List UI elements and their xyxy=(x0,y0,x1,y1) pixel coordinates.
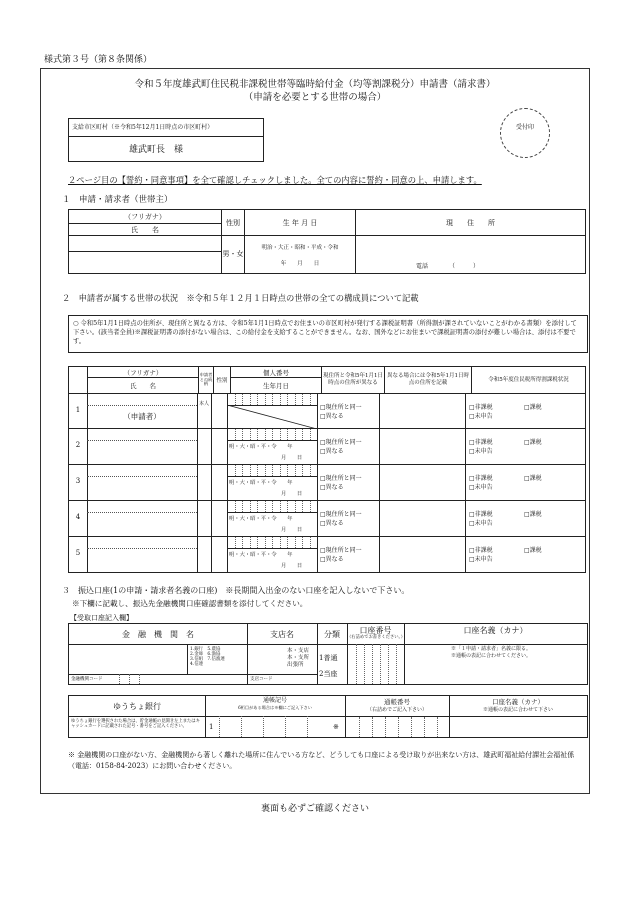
tax-nontaxable-checkbox[interactable]: □非課税 xyxy=(469,475,493,482)
row-number: 3 xyxy=(75,477,81,485)
member-furigana-input[interactable] xyxy=(87,501,197,512)
tax-nontaxable-checkbox[interactable]: □非課税 xyxy=(469,404,493,411)
household-row xyxy=(68,393,586,429)
branch-type-options[interactable]: 本・支店 本・支所 出張所 xyxy=(287,648,310,669)
section3-title: ３ 振込口座(1の申請・請求者名義の口座) ※長期間入出金のない口座を記入しないで下さい。 xyxy=(62,586,410,595)
member-name-input[interactable]: （申請者） xyxy=(123,412,161,421)
address-header: 現 住 所 xyxy=(356,210,586,236)
applicant-era[interactable]: 明治・大正・昭和・平成・令和 xyxy=(261,244,339,251)
jan1-address-input[interactable] xyxy=(379,465,465,499)
name-header: 氏 名 xyxy=(69,224,222,236)
account-no-input[interactable] xyxy=(348,644,404,684)
receipt-stamp-label: 受付印 xyxy=(515,124,534,131)
hh-relation-header: 申請者との続柄 xyxy=(199,367,214,394)
member-birth-era[interactable]: 明・大・昭・平・令 年 xyxy=(229,516,293,522)
jan1-same-checkbox[interactable]: □現住所と同一 xyxy=(320,475,362,482)
member-mynumber-input[interactable] xyxy=(227,429,317,441)
applicant-name-input[interactable] xyxy=(69,252,222,274)
member-sex-input[interactable] xyxy=(211,507,227,533)
row-number: 4 xyxy=(75,513,81,521)
footer-note: 裏面も必ずご確認ください xyxy=(260,804,369,814)
bank-type-options[interactable]: 1.銀行 5.農協 2.金庫 6.漁協 3.信組 7.信漁連 4.信連 xyxy=(190,647,225,668)
form-number: 様式第３号（第８条関係） xyxy=(44,55,153,65)
tax-unfiled-checkbox[interactable]: □未申告 xyxy=(469,556,493,563)
member-birth-day[interactable]: 月 日 xyxy=(281,491,303,497)
tax-taxable-checkbox[interactable]: □課税 xyxy=(524,404,542,411)
hh-name-header: 氏 名 xyxy=(88,378,199,394)
member-birth-day[interactable]: 月 日 xyxy=(281,455,303,461)
member-birth-day[interactable]: 月 日 xyxy=(281,527,303,533)
jan1-same-checkbox[interactable]: □現住所と同一 xyxy=(320,404,362,411)
member-mynumber-input[interactable] xyxy=(227,537,317,549)
tax-unfiled-checkbox[interactable]: □未申告 xyxy=(469,484,493,491)
branch-header: 支店名 xyxy=(270,630,294,639)
member-relation[interactable]: 本人 xyxy=(198,401,209,407)
tax-unfiled-checkbox[interactable]: □未申告 xyxy=(469,413,493,420)
applicant-address-input[interactable] xyxy=(356,236,586,274)
footnote: ※ 金融機関の口座がない方、金融機関から著しく離れた場所に住んでいる方など、どうしても口座による受け取りが出来ない方は、雄武町福祉給付課社会福祉係（電話：0158-84-2023）にお問い合わせください。 xyxy=(68,751,575,770)
member-sex-input[interactable] xyxy=(211,471,227,497)
household-row xyxy=(68,465,586,501)
account-no-header: 口座番号 xyxy=(359,626,392,635)
holder-input[interactable] xyxy=(405,644,587,684)
jan1-same-checkbox[interactable]: □現住所と同一 xyxy=(320,547,362,554)
applicant-furigana-input[interactable] xyxy=(69,236,222,252)
applicant-sex[interactable]: 男・女 xyxy=(222,236,245,274)
tax-unfiled-checkbox[interactable]: □未申告 xyxy=(469,448,493,455)
applicant-ymd[interactable]: 年 月 日 xyxy=(280,260,320,267)
kigo-first-digit: 1 xyxy=(209,723,214,731)
household-row xyxy=(68,501,586,537)
row-number: 1 xyxy=(75,406,81,414)
hh-tax-header: 令和5年度住民税所得割課税状況 xyxy=(472,367,586,394)
tax-taxable-checkbox[interactable]: □課税 xyxy=(524,475,542,482)
member-furigana-input[interactable] xyxy=(87,465,197,476)
bank-name-input[interactable] xyxy=(69,644,187,674)
birth-header: 生 年 月 日 xyxy=(245,210,356,236)
applicant-table xyxy=(68,209,586,274)
member-birth-era[interactable]: 明・大・昭・平・令 年 xyxy=(229,480,293,486)
category-current[interactable]: 2当座 xyxy=(319,670,338,678)
kigo-header: 通帳記号 xyxy=(262,697,287,704)
tax-taxable-checkbox[interactable]: □課税 xyxy=(524,511,542,518)
issuer-box xyxy=(68,118,264,162)
form-title: 令和５年度雄武町住民税非課税世帯等臨時給付金（均等割課税分）申請書（請求書） xyxy=(134,79,496,90)
bank-heading: 【受取口座記入欄】 xyxy=(70,614,133,622)
row-number: 5 xyxy=(75,549,81,557)
applicant-phone[interactable]: 電話 （ ） xyxy=(416,263,480,270)
member-furigana-input[interactable] xyxy=(87,394,197,405)
kigo-input[interactable] xyxy=(219,716,329,737)
tax-unfiled-checkbox[interactable]: □未申告 xyxy=(469,520,493,527)
holder-note-1: ※「１申請・請求者」名義に限る。 xyxy=(451,646,532,652)
holder-note-2: ※通帳の表記に合わせてください。 xyxy=(451,653,532,659)
member-birth-era[interactable]: 明・大・昭・平・令 年 xyxy=(229,444,293,450)
tax-certificate-notice: ○ 令和5年1月1日時点の住所が、現住所と異なる方は、令和5年1月1日時点でお住まいの市区町村が発行する課税証明書（所得割が課されていないことがわかる書類）を添付して下さい。(該当者全員)※課税証明書の添付がない場合は、この給付金を支給することができません。なお、国外などにお住まいで課税証明書の添付が難しい場合は、添付は不要です。 xyxy=(68,315,588,353)
jan1-address-input[interactable] xyxy=(379,429,465,463)
jan1-diff-checkbox[interactable]: □異なる xyxy=(320,484,344,491)
jan1-address-input[interactable] xyxy=(379,501,465,535)
hh-birth-header: 生年月日 xyxy=(231,378,322,394)
jan1-address-input[interactable] xyxy=(379,537,465,571)
bango-header: 通帳番号 xyxy=(384,698,410,706)
hh-sex-header: 性別 xyxy=(214,367,231,394)
jan1-same-checkbox[interactable]: □現住所と同一 xyxy=(320,511,362,518)
household-table xyxy=(68,366,586,394)
category-ordinary[interactable]: 1普通 xyxy=(319,654,338,662)
branch-code-label: 支店コード xyxy=(250,677,273,682)
bank-account-box xyxy=(68,623,588,685)
jan1-address-input[interactable] xyxy=(379,394,465,428)
yucho-note: ゆうちょ銀行を選択された場合は、貯金通帳の見開き左上またはキャッシュカードに記載された記号・番号をご記入ください。 xyxy=(71,719,200,730)
sex-header: 性別 xyxy=(222,210,245,236)
birth-not-required-slash xyxy=(227,405,317,429)
household-row xyxy=(68,429,586,465)
issuer-name: 雄武町長 様 xyxy=(129,145,184,155)
consent-statement: ２ページ目の【誓約・同意事項】を全て確認しチェックしました。全ての内容に誓約・同意の上、申請します。 xyxy=(68,175,482,185)
jan1-same-checkbox[interactable]: □現住所と同一 xyxy=(320,439,362,446)
kigo-note: 6桁目がある場合は※欄にご記入下さい xyxy=(238,705,312,710)
bango-note: （右詰めでご記入下さい） xyxy=(366,707,427,713)
member-mynumber-input[interactable] xyxy=(227,465,317,477)
section1-title: １ 申請・請求者（世帯主） xyxy=(62,195,173,205)
member-birth-era[interactable]: 明・大・昭・平・令 年 xyxy=(229,552,293,558)
receipt-stamp-circle xyxy=(500,108,550,158)
member-sex-input[interactable] xyxy=(211,435,227,461)
hh-jan1-address-header: 異なる場合には令和5年1月1日時点の住所を記載 xyxy=(385,367,472,394)
jan1-diff-checkbox[interactable]: □異なる xyxy=(320,448,344,455)
tax-nontaxable-checkbox[interactable]: □非課税 xyxy=(469,439,493,446)
bank-name-header: 金 融 機 関 名 xyxy=(122,630,194,639)
jan1-diff-checkbox[interactable]: □異なる xyxy=(320,520,344,527)
member-birth-day[interactable]: 月 日 xyxy=(281,563,303,569)
jan1-diff-checkbox[interactable]: □異なる xyxy=(320,413,344,420)
yucho-holder-note: ※通帳の表記に合わせて下さい xyxy=(482,707,553,713)
form-subtitle: （申請を必要とする世帯の場合） xyxy=(243,92,387,103)
yucho-box xyxy=(68,695,588,738)
member-furigana-input[interactable] xyxy=(87,537,197,548)
section2-title: ２ 申請者が属する世帯の状況 ※令和５年１２月１日時点の世帯の全ての構成員について記載 xyxy=(62,293,419,303)
tax-taxable-checkbox[interactable]: □課税 xyxy=(524,547,542,554)
tax-taxable-checkbox[interactable]: □課税 xyxy=(524,439,542,446)
hh-mynumber-header: 個人番号 xyxy=(231,367,322,378)
furigana-header: （フリガナ） xyxy=(69,210,222,224)
bango-input[interactable] xyxy=(346,717,449,737)
yucho-label: ゆうちょ銀行 xyxy=(113,702,161,711)
row-number: 2 xyxy=(75,441,81,449)
hh-furigana-header: （フリガナ） xyxy=(88,367,199,378)
member-sex-input[interactable] xyxy=(211,400,227,426)
bank-code-label: 金融機関コード xyxy=(71,677,103,682)
member-mynumber-input[interactable] xyxy=(227,501,317,513)
kigo-sixth-digit[interactable]: ※ xyxy=(333,723,339,731)
member-furigana-input[interactable] xyxy=(87,429,197,440)
tax-nontaxable-checkbox[interactable]: □非課税 xyxy=(469,511,493,518)
issuer-label: 支給市区町村（※令和5年12月1日時点の市区町村） xyxy=(69,119,263,137)
tax-nontaxable-checkbox[interactable]: □非課税 xyxy=(469,547,493,554)
jan1-diff-checkbox[interactable]: □異なる xyxy=(320,556,344,563)
category-header: 分類 xyxy=(324,630,340,639)
section3-note: ※下欄に記載し、振込先金融機関口座確認書類を添付してください。 xyxy=(72,599,308,608)
yucho-holder-header: 口座名義（カナ） xyxy=(492,698,544,706)
member-sex-input[interactable] xyxy=(211,543,227,569)
bank-code-input[interactable] xyxy=(109,674,149,684)
household-row xyxy=(68,537,586,573)
hh-jan1-header: 現住所と令和5年1月1日時点の住所が異なる xyxy=(322,367,385,394)
account-no-note: （右詰めでお書きください。） xyxy=(347,635,406,640)
yucho-holder-input[interactable] xyxy=(450,717,587,737)
holder-header: 口座名義（カナ） xyxy=(463,626,528,635)
